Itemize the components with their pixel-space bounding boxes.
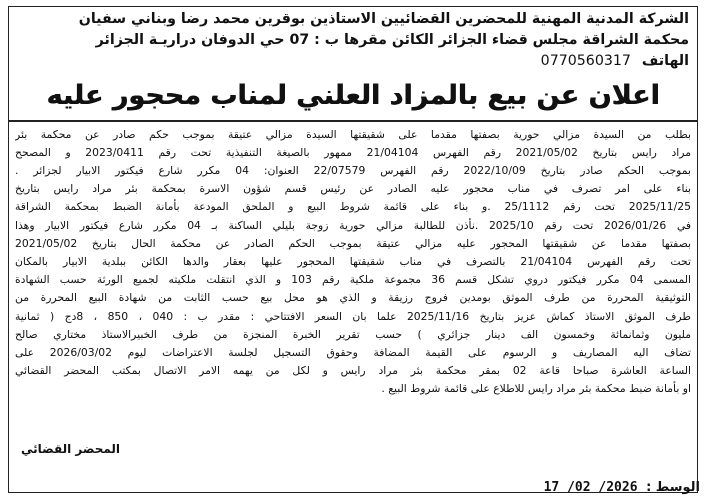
body-line: او بأمانة ضبط محكمة بئر مراد رايس للاطلاع على قائمة شروط البيع .	[381, 382, 691, 396]
body-line: تضاف اليه المصاريف و الرسوم على القيمة المضافة وحقوق التسجيل لجلسة الاعتراضات ليوم 2026/03/02 على	[15, 345, 691, 359]
bailiff-signature: المحضر القضائي	[21, 442, 121, 456]
body-line: 2025/11/25 تحت رقم 25/1112 .و بناء على قائمة شروط البيع و الملحق المودعة بأمانة الضبط بمحكمة الشراقة	[15, 200, 691, 214]
body-line: بطلب من السيدة مزالي حورية بصفتها مقدما على شقيقتها السيدة مزالي عتيقة بموجب حكم صادر عن محكمة بئر	[15, 127, 691, 141]
header-firm-name: الشركة المدنية المهنية للمحضرين القضائيين الاستاذين بوقرين محمد رضا وبناني سفيان	[78, 11, 689, 27]
body-line: مليون وثمانمائة وخمسون الف دينار جزائري ) حسب تقرير الخبرة المنجزة من طرف الخبيرالاستاذ مختاري صالح	[15, 327, 691, 341]
newspaper-label: الوسط :	[646, 480, 700, 495]
body-line: التوثيقية المحررة من طرف الموثق بومدين فروج رزيقة و الذي هو محل بيع حسب الثابت من شهادة البيع المحررة من	[15, 291, 691, 305]
body-line: تحت رقم الفهرس 21/04104 بالتصرف في مناب شقيقتها المحجور عليها بعقار والدها الكائن ببلدية الابيار بالمكان	[15, 254, 691, 268]
header-address: محكمة الشراقة مجلس قضاء الجزائر الكائن مقرها ب : 07 حي الدوفان دراريـة الجزائر	[95, 32, 689, 48]
phone-number: 0770560317	[540, 53, 631, 69]
body-line: بناء على امر تصرف في مناب محجور عليه الصادر عن رئيس قسم شؤون الاسرة بمحكمة بئر مراد رايس بتاريخ	[15, 182, 691, 196]
notice-body	[9, 126, 697, 399]
body-line: الساعة العاشرة صباحا قاعة 02 بمقر محكمة بئر مراد رايس و لكل من يهمه الامر الاتصال بمكتب المحضر القضائي	[15, 364, 691, 378]
publication-footer	[544, 480, 700, 495]
phone-label: الهاتف	[641, 53, 689, 69]
body-line: بموجب الحكم صادر بتاريخ 2022/10/09 رقم الفهرس 22/07579 العنوان: 04 مكرر شارع فيكتور الابيار لجزائر .	[15, 163, 691, 177]
legal-notice-page	[8, 6, 698, 493]
publication-date: 2026/ 02/ 17	[543, 480, 638, 495]
body-line: مراد رايس بتاريخ 2021/05/02 رقم الفهرس 21/04104 ممهور بالصيغة التنفيذية تحت رقم 2023/0411 و المصحح	[15, 145, 691, 159]
header-phone-line	[17, 51, 689, 72]
title-divider	[9, 120, 697, 122]
body-line: في 2026/01/26 تحت رقم 2025/10 .نأذن للطالبة مزالي حورية زوجة بليلي الساكنة بـ 04 مكرر شارع فيكتور الابيار وهذا	[15, 218, 691, 232]
notice-header	[9, 7, 697, 72]
notice-title: اعلان عن بيع بالمزاد العلني لمناب محجور عليه	[46, 80, 660, 111]
body-line: طرف الموثق الاستاذ كماش عزيز بتاريخ 2025/11/16 علما بان السعر الافتتاحي : مقدر ب : 040 ، 850 ، 8دج ( ثمانية	[15, 309, 691, 323]
body-line: المسمى 04 مكرر فيكتور دروي تشكل قسم 36 مجموعة ملكية رقم 103 و الذي انتقلت ملكيته لجميع الورثة حسب الشهادة	[15, 273, 691, 287]
body-line: بصفتها مقدما عن شقيقتها المحجور عليه مزالي عتيقة بموجب الحكم الصادر عن محكمة الحال بتاريخ 2021/05/02	[15, 236, 691, 250]
